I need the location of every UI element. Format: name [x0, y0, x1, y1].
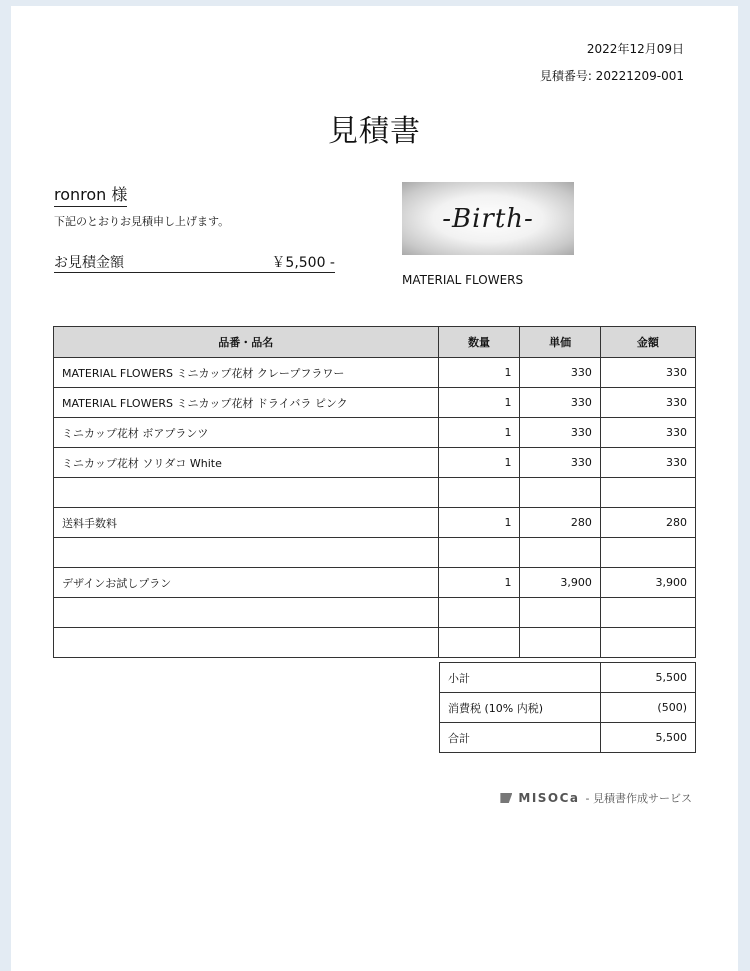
amount-cell: [600, 598, 695, 628]
quantity-cell: 1: [438, 508, 520, 538]
quote-amount-label: お見積金額: [54, 255, 124, 271]
unit-price-cell: [520, 598, 600, 628]
quote-amount: [54, 252, 335, 273]
totals-label: 小計: [440, 663, 601, 693]
amount-cell: 3,900: [600, 568, 695, 598]
unit-price-cell: [520, 628, 600, 658]
footer-branding: [500, 790, 692, 806]
customer-name: ronron 様: [54, 182, 127, 207]
misoca-logo-icon: [500, 793, 512, 803]
item-name-cell: [54, 478, 439, 508]
table-row: [54, 418, 696, 448]
table-row: [54, 478, 696, 508]
items-table: [53, 326, 696, 658]
unit-price-cell: [520, 538, 600, 568]
quantity-cell: 1: [438, 568, 520, 598]
item-name-cell: [54, 628, 439, 658]
unit-price-cell: 3,900: [520, 568, 600, 598]
quantity-cell: 1: [438, 388, 520, 418]
amount-cell: 280: [600, 508, 695, 538]
totals-row: [440, 693, 696, 723]
item-name-cell: [54, 598, 439, 628]
header-quantity: 数量: [438, 327, 520, 358]
quantity-cell: 1: [438, 358, 520, 388]
totals-label: 消費税 (10% 内税): [440, 693, 601, 723]
unit-price-cell: 330: [520, 388, 600, 418]
company-logo-text: -Birth-: [442, 203, 534, 234]
unit-price-cell: [520, 478, 600, 508]
quote-amount-value: ￥5,500 -: [271, 255, 335, 271]
item-name-cell: MATERIAL FLOWERS ミニカップ花材 クレープフラワー: [54, 358, 439, 388]
amount-cell: 330: [600, 418, 695, 448]
quantity-cell: [438, 538, 520, 568]
item-name-cell: MATERIAL FLOWERS ミニカップ花材 ドライバラ ピンク: [54, 388, 439, 418]
unit-price-cell: 330: [520, 448, 600, 478]
header-item-name: 品番・品名: [54, 327, 439, 358]
quantity-cell: 1: [438, 448, 520, 478]
intro-text: 下記のとおりお見積申し上げます。: [54, 215, 230, 228]
unit-price-cell: 330: [520, 418, 600, 448]
quantity-cell: [438, 598, 520, 628]
unit-price-cell: 280: [520, 508, 600, 538]
quantity-cell: [438, 628, 520, 658]
amount-cell: 330: [600, 388, 695, 418]
table-row: [54, 568, 696, 598]
item-name-cell: ミニカップ花材 ソリダコ White: [54, 448, 439, 478]
amount-cell: [600, 628, 695, 658]
item-name-cell: 送料手数料: [54, 508, 439, 538]
table-row: [54, 508, 696, 538]
estimate-page: [11, 6, 738, 971]
item-name-cell: [54, 538, 439, 568]
header-unit-price: 単価: [520, 327, 600, 358]
totals-value: (500): [601, 693, 696, 723]
item-name-cell: ミニカップ花材 ボアプランツ: [54, 418, 439, 448]
totals-row: [440, 663, 696, 693]
table-row: [54, 358, 696, 388]
totals-row: [440, 723, 696, 753]
table-row: [54, 388, 696, 418]
totals-label: 合計: [440, 723, 601, 753]
item-name-cell: デザインお試しプラン: [54, 568, 439, 598]
table-header-row: [54, 327, 696, 358]
issue-date: 2022年12月09日: [586, 42, 684, 56]
table-row: [54, 448, 696, 478]
totals-table: [439, 662, 696, 753]
unit-price-cell: 330: [520, 358, 600, 388]
quote-number: 見積番号: 20221209-001: [539, 69, 684, 83]
totals-value: 5,500: [601, 663, 696, 693]
amount-cell: [600, 478, 695, 508]
misoca-brand: MISOCa: [518, 791, 580, 805]
quantity-cell: 1: [438, 418, 520, 448]
amount-cell: [600, 538, 695, 568]
header-amount: 金額: [600, 327, 695, 358]
totals-value: 5,500: [601, 723, 696, 753]
misoca-tagline: - 見積書作成サービス: [585, 792, 692, 805]
table-row: [54, 538, 696, 568]
amount-cell: 330: [600, 358, 695, 388]
table-row: [54, 628, 696, 658]
quantity-cell: [438, 478, 520, 508]
company-logo: [402, 182, 574, 255]
issuer-name: MATERIAL FLOWERS: [402, 273, 524, 287]
document-title: 見積書: [328, 114, 421, 149]
table-row: [54, 598, 696, 628]
amount-cell: 330: [600, 448, 695, 478]
